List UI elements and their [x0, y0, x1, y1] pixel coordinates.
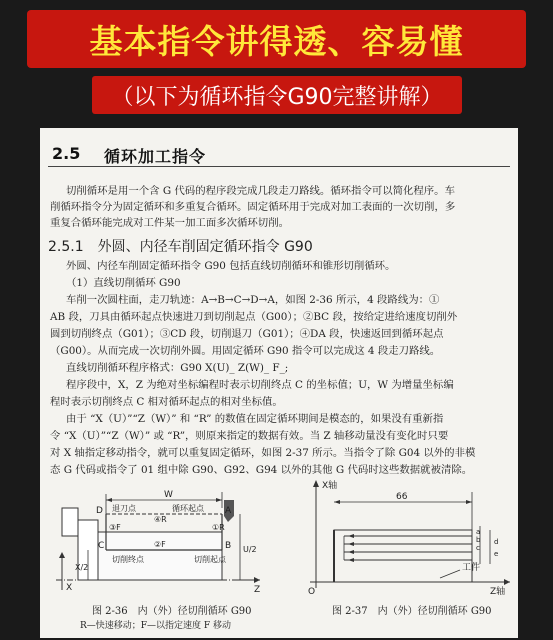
figure-2-37-caption: 图 2-37 内（外）径切削循环 G90 [332, 606, 492, 617]
figure-2-36-drawing [54, 486, 264, 596]
step-1-label: ①R [212, 523, 225, 532]
tick-e-label: e [494, 550, 499, 558]
axis-x-label: X [66, 583, 73, 593]
figure-2-37 [300, 478, 512, 598]
tick-b-label: b [476, 536, 481, 544]
body-line: 外圆、内径车削固定循环指令 G90 包括直线切削循环和锥形切削循环。 [66, 260, 396, 272]
section-title: 循环加工指令 [104, 147, 207, 166]
point-b-label: B [225, 541, 232, 551]
intro-line: 削循环指令分为固定循环和多重复合循环。固定循环用于完成对加工表面的一次切削，多 [50, 201, 456, 213]
dim-u2-label: U/2 [243, 545, 257, 554]
subsection-title: 2.5.1 外圆、内径车削固定循环指令 G90 [48, 239, 313, 255]
subtitle-text: （以下为循环指令G90完整讲解） [111, 84, 443, 110]
title-banner [27, 10, 526, 68]
step-4-label: ④R [154, 515, 167, 524]
body-line: 态 G 代码或指令了 01 组中除 G90、G92、G94 以外的其他 G 代码时这些数据就被清除。 [50, 464, 473, 476]
point-a-label: A [225, 506, 232, 516]
point-c-label: C [98, 541, 105, 551]
body-line: 程时表示切削终点 C 相对循环起点的相对坐标值。 [50, 396, 283, 408]
body-line: 直线切削循环程序格式：G90 X(U)_ Z(W)_ F_; [66, 362, 289, 374]
body-line: （1）直线切削循环 G90 [66, 277, 181, 289]
body-line: AB 段，刀具由循环起点快速进刀到切削起点（G00）；②BC 段，按给定进给速度切削外 [50, 311, 458, 323]
tick-c-label: c [476, 544, 480, 552]
z-axis-label: Z轴 [490, 587, 506, 597]
intro-line: 切削循环是用一个含 G 代码的程序段完成几段走刀路线。循环指令可以简化程序。车 [66, 185, 455, 197]
step-3-label: ③F [109, 523, 121, 532]
figure-2-36-caption: 图 2-36 内（外）径切削循环 G90 [92, 606, 252, 617]
intro-line: 重复合循环能完成对工件某一加工面多次循环切削。 [50, 217, 289, 229]
body-line: 车削一次圆柱面，走刀轨迹：A→B→C→D→A，如图 2-36 所示，4 段路线为：① [66, 294, 440, 306]
x-axis-label: X轴 [322, 481, 338, 491]
cycle-start-label: 循环起点 [172, 504, 204, 513]
figure-2-36 [54, 486, 264, 596]
section-number: 2.5 [52, 144, 81, 163]
figure-2-36-note: R—快速移动；F—以指定速度 F 移动 [80, 621, 231, 631]
section-heading [48, 144, 510, 167]
tick-d-label: d [494, 538, 499, 546]
retract-point-label: 退刀点 [112, 504, 136, 513]
subtitle-banner [92, 76, 462, 114]
body-line: 圆到切削终点（G01）；③CD 段，切削退刀（G01）；④DA 段，快速返回到循环起点 [50, 328, 444, 340]
tick-a-label: a [476, 528, 481, 536]
body-line: 令 “X（U）”“Z（W）” 或 “R”，则原来指定的数据有效。当 Z 轴移动量没有变化时只要 [50, 430, 449, 442]
body-line: 由于 “X（U）”“Z（W）” 和 “R” 的数值在固定循环期间是模态的，如果没有重新指 [66, 413, 444, 425]
step-2-label: ②F [154, 540, 166, 549]
dim-w-label: W [164, 490, 173, 500]
body-line: 程序段中，X，Z 为绝对坐标编程时表示切削终点 C 的坐标值；U，W 为增量坐标编 [66, 379, 454, 391]
point-d-label: D [96, 506, 103, 516]
origin-label: O [308, 587, 316, 597]
body-line: （G00）。从而完成一次切削外圆。用固定循环 G90 指令可以完成这 4 段走刀路线。 [50, 345, 441, 357]
dim-66-label: 66 [396, 492, 408, 502]
document-page [40, 128, 518, 638]
body-line: 对 X 轴指定移动指令，就可以重复固定循环，如图 2-37 所示。当指令了除 G04 以外的非模 [50, 447, 476, 459]
workpiece-label: 工件 [462, 563, 481, 573]
cut-end-label: 切削终点 [112, 555, 144, 564]
cut-start-label: 切削起点 [194, 555, 226, 564]
figure-2-37-drawing [300, 478, 512, 598]
title-text: 基本指令讲得透、容易懂 [89, 21, 464, 61]
axis-z-label: Z [254, 585, 261, 595]
dim-x2-label: X/2 [75, 563, 89, 572]
